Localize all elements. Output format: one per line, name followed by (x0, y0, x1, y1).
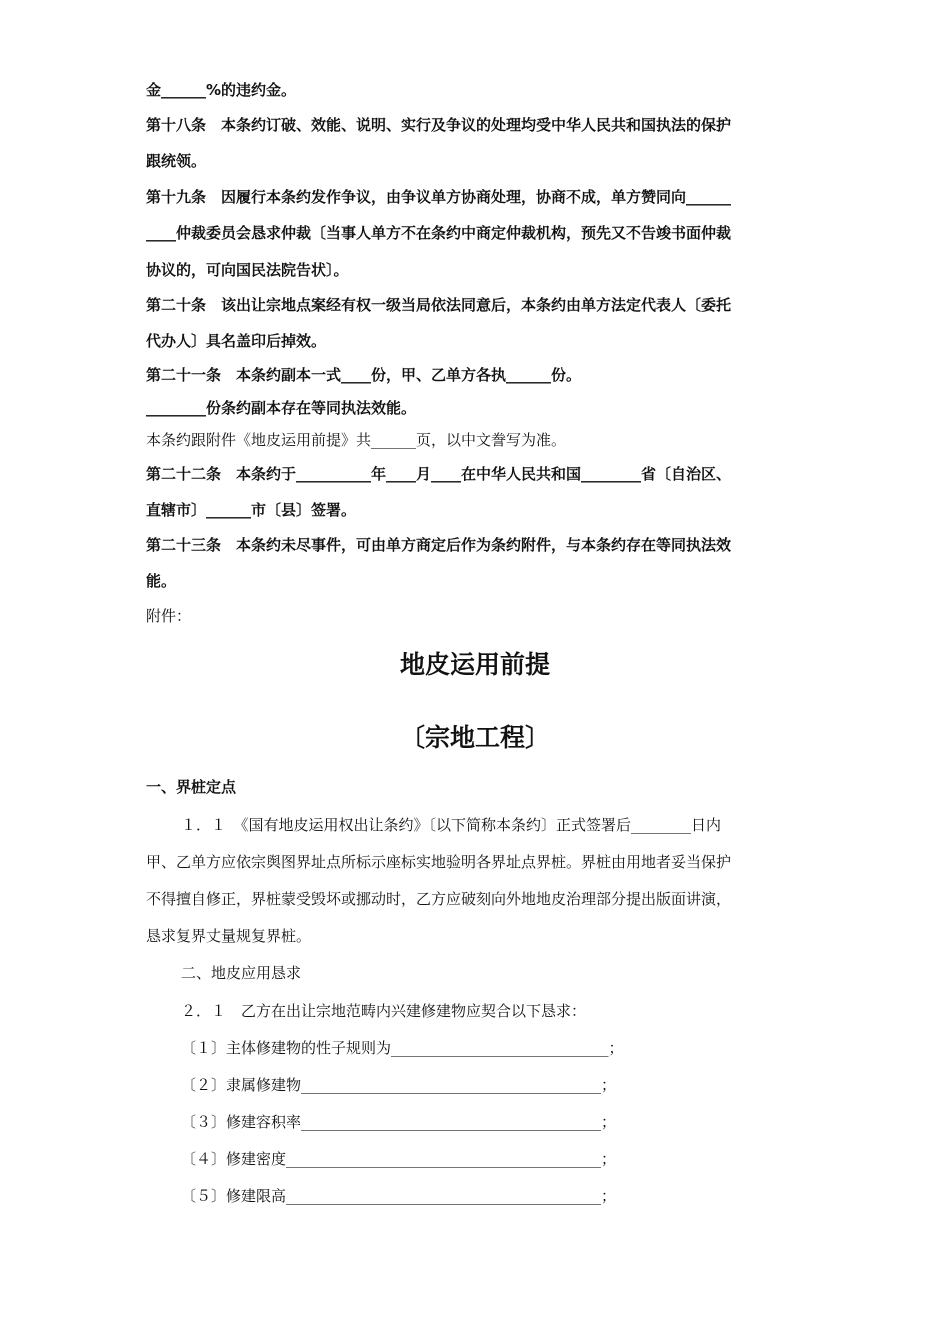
contract-line: 直辖市〕______市〔县〕签署。 (146, 501, 357, 519)
list-item: 〔４〕修建密度__________________________________________； (181, 1150, 617, 1168)
annex-subtitle: 〔宗地工程〕 (399, 723, 550, 752)
contract-line: 跟统领。 (146, 152, 207, 170)
article-21: 第二十一条 本条约副本一式____份，甲、乙单方各执______份。 (146, 366, 582, 384)
list-item: 〔２〕隶属修建物________________________________________； (181, 1076, 617, 1094)
attachment-label: 附件： (146, 607, 192, 625)
contract-line: 代办人〕具名盖印后掉效。 (146, 332, 327, 350)
paragraph-line: 不得擅自修正，界桩蒙受毁坏或挪动时，乙方应破刻向外地地皮治理部分提出版面讲演， (146, 890, 732, 908)
paragraph-line: 恳求复界丈量规复界桩。 (146, 927, 312, 945)
contract-line: ____仲裁委员会恳求仲裁〔当事人单方不在条约中商定仲裁机构，预先又不告竣书面仲裁 (146, 224, 732, 242)
contract-line: ________份条约副本存在等同执法效能。 (146, 399, 417, 417)
list-item: 〔３〕修建容积率________________________________________； (181, 1113, 617, 1131)
section-heading: 二、地皮应用恳求 (181, 964, 302, 982)
article-20: 第二十条 该出让宗地点案经有权一级当局依法同意后，本条约由单方法定代表人〔委托 (146, 296, 732, 314)
contract-line: 本条约跟附件《地皮运用前提》共______页，以中文誊写为准。 (146, 431, 567, 449)
paragraph-line: 甲、乙单方应依宗舆图界址点所标示座标实地验明各界址点界桩。界桩由用地者妥当保护 (146, 853, 732, 871)
article-23: 第二十三条 本条约未尽事件，可由单方商定后作为条约附件，与本条约存在等同执法效 (146, 536, 732, 554)
contract-line: 能。 (146, 572, 177, 590)
article-22: 第二十二条 本条约于__________年____月____在中华人民共和国________省〔自治区、 (146, 465, 732, 483)
paragraph-line: １．１ 《国有地皮运用权出让条约》〔以下简称本条约〕正式签署后________日内 (181, 816, 722, 834)
article-18: 第十八条 本条约订破、效能、说明、实行及争议的处理均受中华人民共和国执法的保护 (146, 116, 732, 134)
paragraph-line: ２．１ 乙方在出让宗地范畴内兴建修建物应契合以下恳求： (181, 1002, 587, 1020)
contract-line: 协议的，可向国民法院告状〕。 (146, 261, 349, 279)
section-heading: 一、界桩定点 (146, 778, 237, 796)
list-item: 〔１〕主体修建物的性子规则为_____________________________； (181, 1039, 624, 1057)
annex-title: 地皮运用前提 (399, 650, 550, 679)
article-19: 第十九条 因履行本条约发作争议，由争议单方协商处理，协商不成，单方赞同向______ (146, 188, 732, 206)
contract-line: 金______%的违约金。 (146, 81, 297, 99)
list-item: 〔５〕修建限高__________________________________________； (181, 1187, 617, 1205)
